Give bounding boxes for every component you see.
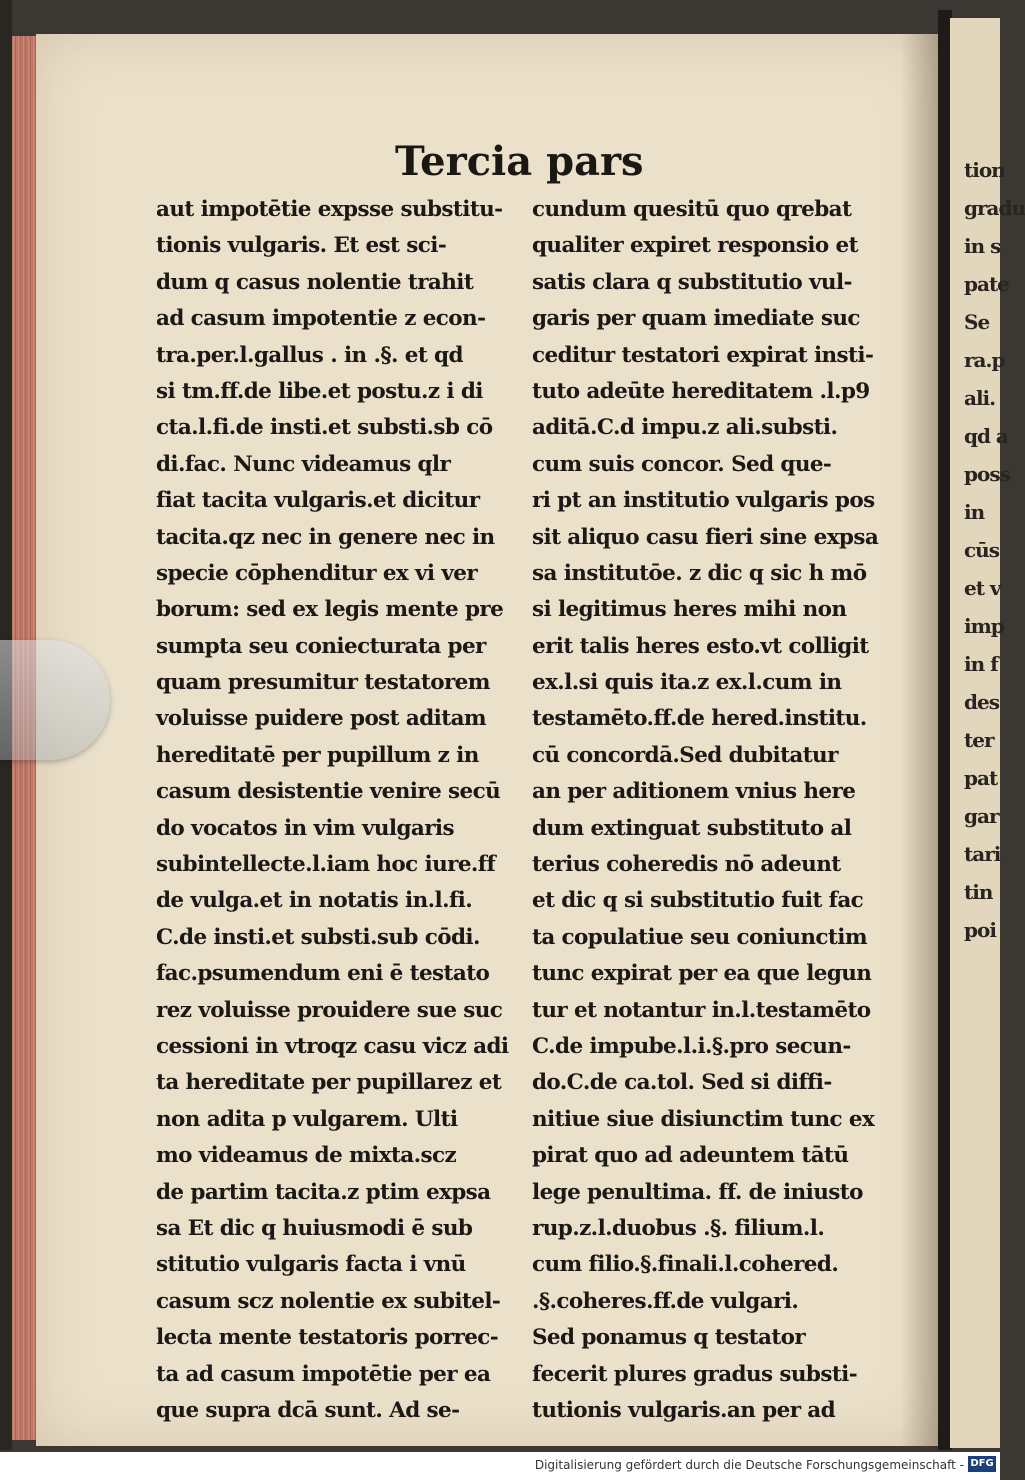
text-line: fecerit plures gradus substi- — [532, 1361, 858, 1387]
text-line: ri pt an institutio vulgaris pos — [532, 488, 875, 514]
facing-page-text-fragment: Se — [964, 310, 990, 334]
left-text-column — [156, 192, 516, 1429]
text-line: tacita.qz nec in genere nec in — [156, 524, 495, 550]
text-line: cundum quesitū quo qrebat — [532, 197, 852, 222]
facing-page-text-fragment: poss — [964, 462, 1010, 486]
text-line: non adita p vulgarem. Ulti — [156, 1106, 458, 1132]
text-line: .§.coheres.ff.de vulgari. — [532, 1288, 799, 1314]
text-line: rup.z.l.duobus .§. filium.l. — [532, 1215, 825, 1241]
text-line: ta ad casum impotētie per ea — [156, 1361, 491, 1387]
footer-bar — [0, 1452, 1000, 1480]
text-line: que supra dcā sunt. Ad se- — [156, 1397, 460, 1423]
text-line: dum q casus nolentie trahit — [156, 269, 474, 295]
text-line: si tm.ff.de libe.et postu.z i di — [156, 378, 483, 404]
text-line: terius coheredis nō adeunt — [532, 852, 841, 878]
text-line: subintellecte.l.iam hoc iure.ff — [156, 852, 496, 878]
text-line: et dic q si substitutio fuit fac — [532, 888, 864, 914]
text-line: casum desistentie venire secū — [156, 779, 501, 805]
text-line: dum extinguat substituto al — [532, 815, 852, 841]
facing-page-text-fragment: qd a — [964, 424, 1008, 448]
text-line: lecta mente testatoris porrec- — [156, 1325, 499, 1351]
facing-page-text-fragment: cūs — [964, 538, 999, 562]
text-line: tuto adeūte hereditatem .l.p9 — [532, 378, 870, 404]
text-line: cta.l.fi.de insti.et substi.sb cō — [156, 415, 493, 441]
text-line: Sed ponamus q testator — [532, 1325, 806, 1351]
facing-page-text-fragment: in s — [964, 234, 1001, 258]
text-line: di.fac. Nunc videamus qlr — [156, 451, 451, 477]
text-line: tra.per.l.gallus . in .§. et qd — [156, 342, 463, 368]
facing-page-text-fragment: in f — [964, 652, 998, 676]
text-line: tionis vulgaris. Et est sci- — [156, 233, 447, 259]
text-line: fac.psumendum eni ē testato — [156, 961, 490, 987]
text-line: garis per quam imediate suc — [532, 306, 860, 332]
facing-page-text-fragment: ali. — [964, 386, 996, 410]
text-line: tur et notantur in.l.testamēto — [532, 997, 871, 1023]
text-line: sa institutōe. z dic q sic h mō — [532, 560, 867, 586]
text-line: de vulga.et in notatis in.l.fi. — [156, 888, 473, 914]
text-line: ceditur testatori expirat insti- — [532, 342, 874, 368]
text-line: lege penultima. ff. de iniusto — [532, 1179, 863, 1205]
text-line: tutionis vulgaris.an per ad — [532, 1397, 836, 1423]
text-line: C.de insti.et substi.sub cōdi. — [156, 924, 480, 950]
text-line: C.de impube.l.i.§.pro secun- — [532, 1033, 851, 1059]
facing-page-text-fragment: imp — [964, 614, 1004, 638]
text-line: mo videamus de mixta.scz — [156, 1143, 457, 1169]
text-line: aditā.C.d impu.z ali.substi. — [532, 415, 838, 441]
facing-page-text-fragment: tion — [964, 158, 1005, 182]
text-line: cum filio.§.finali.l.cohered. — [532, 1252, 839, 1278]
facing-page-fragment — [950, 18, 1025, 1448]
text-line: ta hereditate per pupillarez et — [156, 1070, 502, 1096]
facing-page-text-fragment: poi — [964, 918, 996, 942]
text-line: tunc expirat per ea que legun — [532, 961, 872, 987]
text-line: cessioni in vtroqz casu vicz adi — [156, 1033, 509, 1059]
text-line: casum scz nolentie ex subitel- — [156, 1288, 501, 1314]
running-head: Tercia pars — [395, 138, 644, 185]
dfg-logo: DFG — [968, 1456, 996, 1472]
facing-page-text-fragment: ra.p — [964, 348, 1005, 372]
text-line: sit aliquo casu fieri sine expsa — [532, 524, 879, 550]
text-line: borum: sed ex legis mente pre — [156, 597, 504, 623]
text-line: hereditatē per pupillum z in — [156, 742, 479, 768]
facing-page-text-fragment: pate — [964, 272, 1009, 296]
facing-page-text-fragment: gar — [964, 804, 999, 828]
text-line: pirat quo ad adeuntem tātū — [532, 1143, 849, 1169]
text-line: stitutio vulgaris facta i vnū — [156, 1252, 466, 1278]
text-line: nitiue siue disiunctim tunc ex — [532, 1106, 875, 1132]
text-line: si legitimus heres mihi non — [532, 597, 847, 623]
text-line: sumpta seu coniecturata per — [156, 633, 486, 659]
text-line: ad casum impotentie z econ- — [156, 306, 486, 332]
text-line: satis clara q substitutio vul- — [532, 269, 852, 295]
text-line: cū concordā.Sed dubitatur — [532, 742, 838, 768]
facing-page-text-fragment: et v — [964, 576, 1001, 600]
text-line: rez voluisse prouidere sue suc — [156, 997, 503, 1023]
facing-page-text-fragment: pat — [964, 766, 998, 790]
funding-credit: Digitalisierung gefördert durch die Deutsche Forschungsgemeinschaft - — [534, 1458, 964, 1472]
facing-page-text-fragment: in — [964, 500, 985, 524]
facing-page-text-fragment: tin — [964, 880, 993, 904]
right-text-column — [532, 192, 882, 1429]
text-line: specie cōphenditur ex vi ver — [156, 560, 478, 586]
text-line: do vocatos in vim vulgaris — [156, 815, 455, 841]
facing-page-text-fragment: des — [964, 690, 999, 714]
text-line: qualiter expiret responsio et — [532, 233, 858, 259]
text-line: do.C.de ca.tol. Sed si diffi- — [532, 1070, 832, 1096]
text-line: fiat tacita vulgaris.et dicitur — [156, 488, 480, 514]
text-line: quam presumitur testatorem — [156, 670, 490, 696]
facing-page-text-fragment: tari — [964, 842, 1001, 866]
facing-page-text-fragment: gradu — [964, 196, 1025, 220]
text-line: voluisse puidere post aditam — [156, 706, 487, 732]
text-line: cum suis concor. Sed que- — [532, 451, 832, 477]
text-line: aut impotētie expsse substitu- — [156, 197, 503, 222]
text-line: ex.l.si quis ita.z ex.l.cum in — [532, 670, 842, 696]
text-line: erit talis heres esto.vt colligit — [532, 633, 869, 659]
text-line: an per aditionem vnius here — [532, 779, 856, 805]
text-line: de partim tacita.z ptim expsa — [156, 1179, 491, 1205]
text-line: sa Et dic q huiusmodi ē sub — [156, 1215, 473, 1241]
text-line: ta copulatiue seu coniunctim — [532, 924, 867, 950]
facing-page-text-fragment: ter — [964, 728, 994, 752]
text-line: testamēto.ff.de hered.institu. — [532, 706, 867, 732]
